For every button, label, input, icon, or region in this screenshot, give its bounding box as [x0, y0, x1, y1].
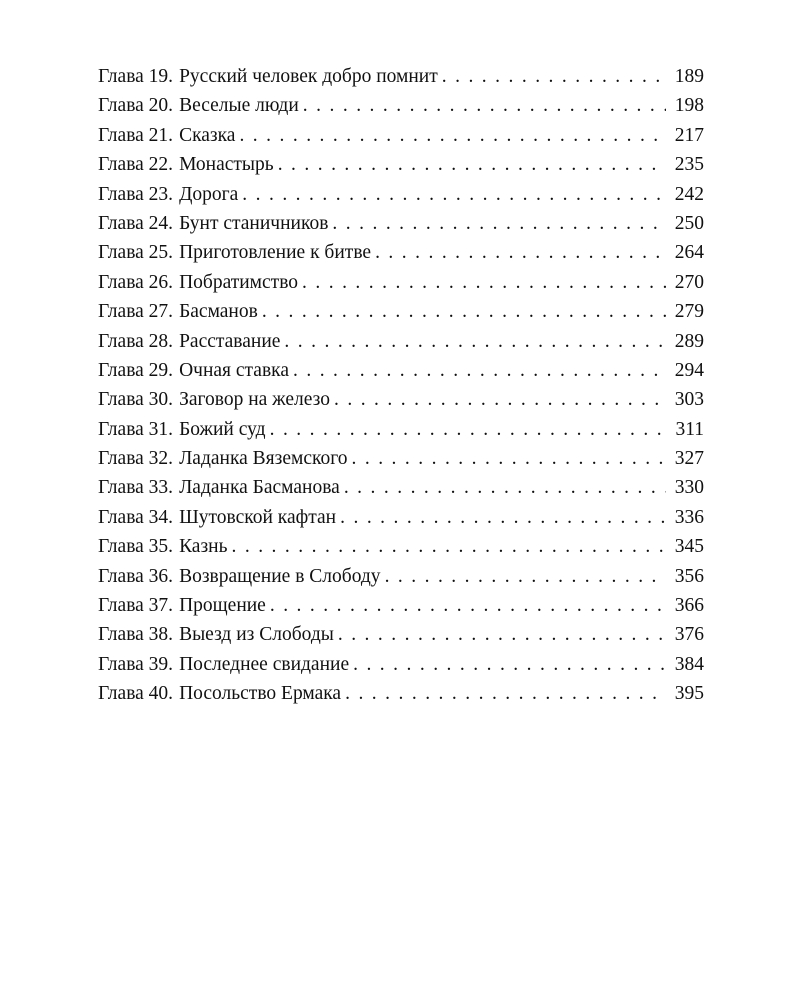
toc-chapter-title: Выезд из Слободы	[179, 624, 334, 646]
toc-chapter-title: Сказка	[179, 124, 236, 146]
toc-entry	[98, 297, 704, 326]
toc-chapter-number: Глава 25.	[98, 242, 174, 264]
toc-dot-leader	[262, 297, 666, 326]
toc-chapter-title: Монастырь	[179, 154, 274, 176]
toc-page-number: 289	[674, 330, 704, 352]
toc-page-number: 311	[675, 418, 704, 440]
toc-entry	[98, 532, 704, 561]
toc-page-number: 336	[674, 506, 704, 528]
toc-chapter-title: Посольство Ермака	[179, 683, 342, 705]
toc-dot-leader	[284, 327, 666, 356]
toc-entry	[98, 238, 704, 267]
toc-dot-leader	[293, 356, 666, 385]
toc-dot-leader	[345, 679, 666, 708]
toc-chapter-number: Глава 21.	[98, 124, 174, 146]
toc-chapter-number: Глава 34.	[98, 506, 174, 528]
toc-chapter-number: Глава 22.	[98, 154, 174, 176]
toc-chapter-title: Последнее свидание	[179, 653, 350, 675]
toc-chapter-title: Заговор на железо	[179, 389, 330, 411]
toc-chapter-title: Ладанка Вяземского	[179, 448, 348, 470]
toc-dot-leader	[303, 91, 666, 120]
toc-chapter-number: Глава 26.	[98, 271, 174, 293]
toc-chapter-number: Глава 32.	[98, 448, 174, 470]
toc-chapter-number: Глава 23.	[98, 183, 174, 205]
toc-chapter-title: Басманов	[179, 301, 258, 323]
toc-dot-leader	[340, 503, 666, 532]
toc-dot-leader	[302, 268, 666, 297]
toc-chapter-number: Глава 27.	[98, 301, 174, 323]
toc-entry	[98, 385, 704, 414]
toc-page-number: 294	[674, 359, 704, 381]
toc-chapter-number: Глава 36.	[98, 565, 174, 587]
toc-entry	[98, 620, 704, 649]
toc-dot-leader	[353, 650, 666, 679]
toc-chapter-number: Глава 37.	[98, 595, 174, 617]
toc-dot-leader	[239, 121, 666, 150]
toc-page-number: 327	[674, 448, 704, 470]
toc-chapter-number: Глава 20.	[98, 95, 174, 117]
toc-dot-leader	[232, 532, 667, 561]
toc-chapter-number: Глава 35.	[98, 536, 174, 558]
toc-chapter-number: Глава 19.	[98, 66, 174, 87]
toc-chapter-title: Побратимство	[179, 271, 299, 293]
toc-page-number: 217	[674, 124, 704, 146]
toc-chapter-title: Возвращение в Слободу	[179, 565, 381, 587]
toc-page-number: 250	[674, 212, 704, 234]
toc-page-number: 189	[674, 66, 704, 87]
toc-entry	[98, 591, 704, 620]
toc-chapter-title: Расставание	[179, 330, 281, 352]
toc-page-number: 356	[674, 565, 704, 587]
toc-dot-leader	[385, 562, 666, 591]
toc-page-number: 264	[674, 242, 704, 264]
toc-page-number: 303	[674, 389, 704, 411]
toc-chapter-title: Бунт станичников	[179, 212, 329, 234]
toc-chapter-title: Дорога	[179, 183, 239, 205]
toc-page-number: 395	[674, 683, 704, 705]
toc-dot-leader	[334, 385, 666, 414]
toc-chapter-title: Божий суд	[179, 418, 266, 440]
toc-entry	[98, 356, 704, 385]
toc-chapter-title: Русский человек добро помнит	[179, 66, 438, 87]
toc-dot-leader	[270, 591, 666, 620]
toc-chapter-title: Казнь	[179, 536, 228, 558]
toc-page-number: 242	[674, 183, 704, 205]
toc-chapter-title: Прощение	[179, 595, 266, 617]
toc-entry	[98, 62, 704, 91]
toc-chapter-number: Глава 30.	[98, 389, 174, 411]
toc-entry	[98, 209, 704, 238]
toc-chapter-number: Глава 28.	[98, 330, 174, 352]
toc-entry	[98, 150, 704, 179]
toc-entry	[98, 679, 704, 708]
toc-page-number: 345	[674, 536, 704, 558]
toc-dot-leader	[375, 238, 666, 267]
table-of-contents	[98, 62, 704, 709]
toc-page-number: 198	[674, 95, 704, 117]
toc-chapter-title: Очная ставка	[179, 359, 289, 381]
toc-entry	[98, 180, 704, 209]
toc-page-number: 279	[674, 301, 704, 323]
toc-entry	[98, 121, 704, 150]
toc-page-number: 330	[674, 477, 704, 499]
toc-chapter-title: Веселые люди	[179, 95, 299, 117]
toc-chapter-number: Глава 39.	[98, 653, 174, 675]
toc-dot-leader	[270, 415, 666, 444]
toc-entry	[98, 91, 704, 120]
toc-page-number: 384	[674, 653, 704, 675]
toc-chapter-number: Глава 40.	[98, 683, 174, 705]
toc-dot-leader	[338, 620, 666, 649]
toc-entry	[98, 415, 704, 444]
toc-chapter-title: Приготовление к битве	[179, 242, 372, 264]
toc-entry	[98, 473, 704, 502]
toc-dot-leader	[344, 473, 666, 502]
toc-entry	[98, 268, 704, 297]
toc-dot-leader	[442, 62, 666, 91]
toc-chapter-title: Шутовской кафтан	[179, 506, 337, 528]
toc-chapter-number: Глава 33.	[98, 477, 174, 499]
toc-chapter-number: Глава 31.	[98, 418, 174, 440]
toc-entry	[98, 444, 704, 473]
toc-dot-leader	[352, 444, 667, 473]
toc-page-number: 376	[674, 624, 704, 646]
toc-page-number: 235	[674, 154, 704, 176]
toc-entry	[98, 503, 704, 532]
toc-chapter-number: Глава 24.	[98, 212, 174, 234]
toc-page-number: 366	[674, 595, 704, 617]
toc-entry	[98, 327, 704, 356]
toc-dot-leader	[242, 180, 666, 209]
toc-chapter-number: Глава 29.	[98, 359, 174, 381]
toc-entry	[98, 650, 704, 679]
toc-page-number: 270	[674, 271, 704, 293]
toc-dot-leader	[332, 209, 666, 238]
toc-dot-leader	[278, 150, 666, 179]
toc-entry	[98, 562, 704, 591]
toc-chapter-number: Глава 38.	[98, 624, 174, 646]
toc-chapter-title: Ладанка Басманова	[179, 477, 340, 499]
